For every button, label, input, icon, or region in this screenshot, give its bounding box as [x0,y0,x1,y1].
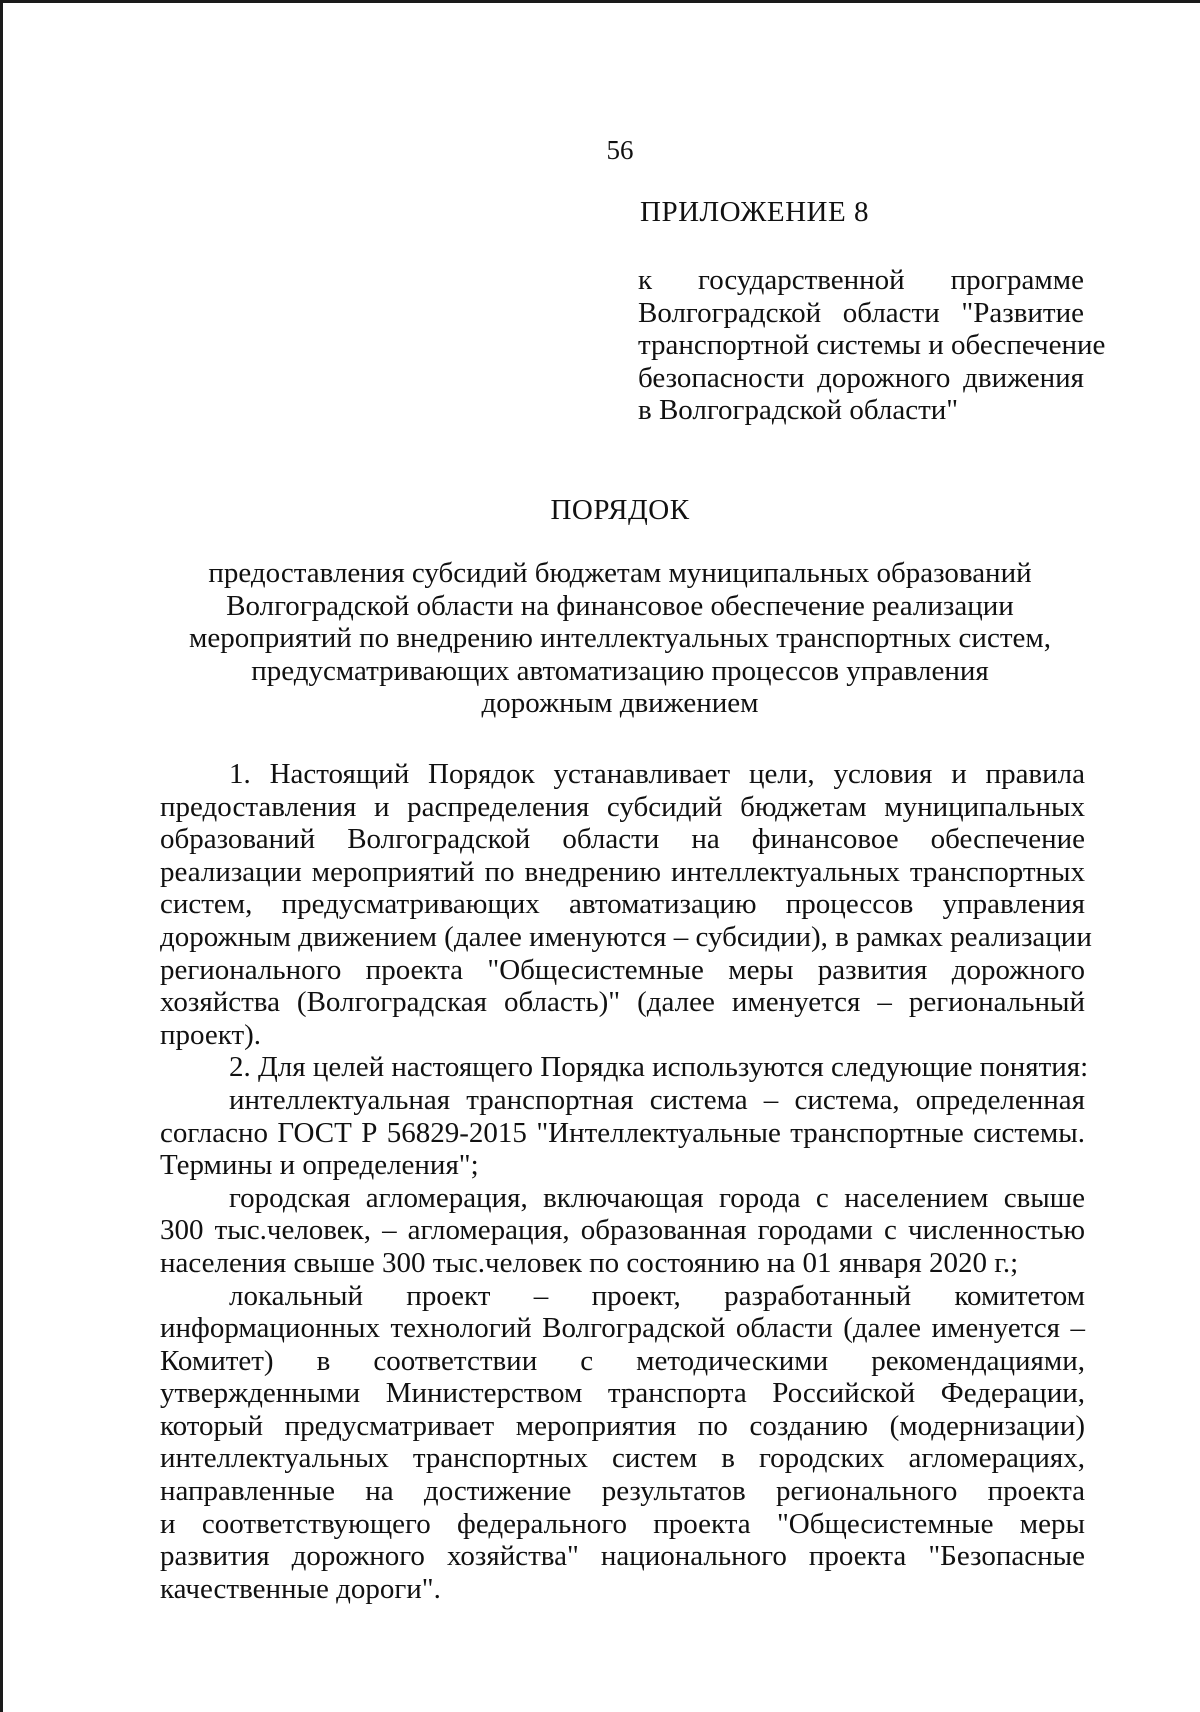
body-line: и соответствующего федерального проекта "Общесистемные меры [160,1507,1085,1540]
body-line: Комитет) в соответствии с методическими рекомендациями, [160,1344,1085,1377]
body-line: 2. Для целей настоящего Порядка используются следующие понятия: [229,1051,1089,1084]
body-line: согласно ГОСТ Р 56829-2015 "Интеллектуальные транспортные системы. [160,1116,1085,1149]
document-subtitle [160,557,1080,720]
body-line: систем, предусматривающих автоматизацию процессов управления [160,888,1085,921]
appendix-subtitle-line: в Волгоградской области" [638,394,959,427]
appendix-subtitle-line: к государственной программе [638,264,1084,296]
body-line: локальный проект – проект, разработанный комитетом [229,1279,1085,1312]
body-line: предоставления и распределения субсидий бюджетам муниципальных [160,790,1085,823]
body-line: регионального проекта "Общесистемные меры развития дорожного [160,953,1085,986]
body-line: который предусматривает мероприятия по созданию (модернизации) [160,1409,1085,1442]
scan-border-left [0,0,3,1712]
document-subtitle-line: Волгоградской области на финансовое обеспечение реализации [226,589,1014,622]
body-line: проект). [160,1018,262,1051]
body-line: дорожным движением (далее именуются – субсидии), в рамках реализации [160,920,1092,953]
document-title: ПОРЯДОК [550,494,690,526]
page-number: 56 [606,135,634,165]
body-line: 300 тыс.человек, – агломерация, образованная городами с численностью [160,1214,1085,1247]
appendix-subtitle [638,264,1106,427]
body-line: реализации мероприятий по внедрению интеллектуальных транспортных [160,855,1085,888]
document-subtitle-line: дорожным движением [481,687,759,720]
document-subtitle-line: предусматривающих автоматизацию процессов управления [251,654,989,687]
body-line: утвержденными Министерством транспорта Российской Федерации, [160,1377,1085,1410]
appendix-subtitle-line: Волгоградской области "Развитие [638,296,1084,329]
body-line: интеллектуальных транспортных систем в городских агломерациях, [160,1442,1085,1475]
body-line: интеллектуальная транспортная система – система, определенная [229,1083,1085,1116]
body-line: развития дорожного хозяйства" национального проекта "Безопасные [160,1540,1085,1573]
body-text [160,758,1092,1605]
appendix-title: ПРИЛОЖЕНИЕ 8 [640,196,869,228]
body-line: 1. Настоящий Порядок устанавливает цели, условия и правила [229,758,1085,790]
body-line: Термины и определения"; [160,1149,479,1182]
appendix-subtitle-line: безопасности дорожного движения [638,361,1084,394]
document-subtitle-line: предоставления субсидий бюджетам муниципальных образований [208,557,1032,589]
body-line: хозяйства (Волгоградская область)" (далее именуется – региональный [160,986,1085,1019]
scan-border-top [0,0,1200,3]
document-subtitle-line: мероприятий по внедрению интеллектуальных транспортных систем, [189,622,1051,655]
body-line: направленные на достижение результатов регионального проекта [160,1475,1085,1508]
body-line: образований Волгоградской области на финансовое обеспечение [160,823,1085,856]
body-line: населения свыше 300 тыс.человек по состоянию на 01 января 2020 г.; [160,1246,1019,1279]
appendix-subtitle-line: транспортной системы и обеспечение [638,329,1106,362]
body-line: городская агломерация, включающая города с населением свыше [229,1181,1085,1214]
body-line: качественные дороги". [160,1572,441,1605]
body-line: информационных технологий Волгоградской области (далее именуется – [160,1312,1085,1345]
